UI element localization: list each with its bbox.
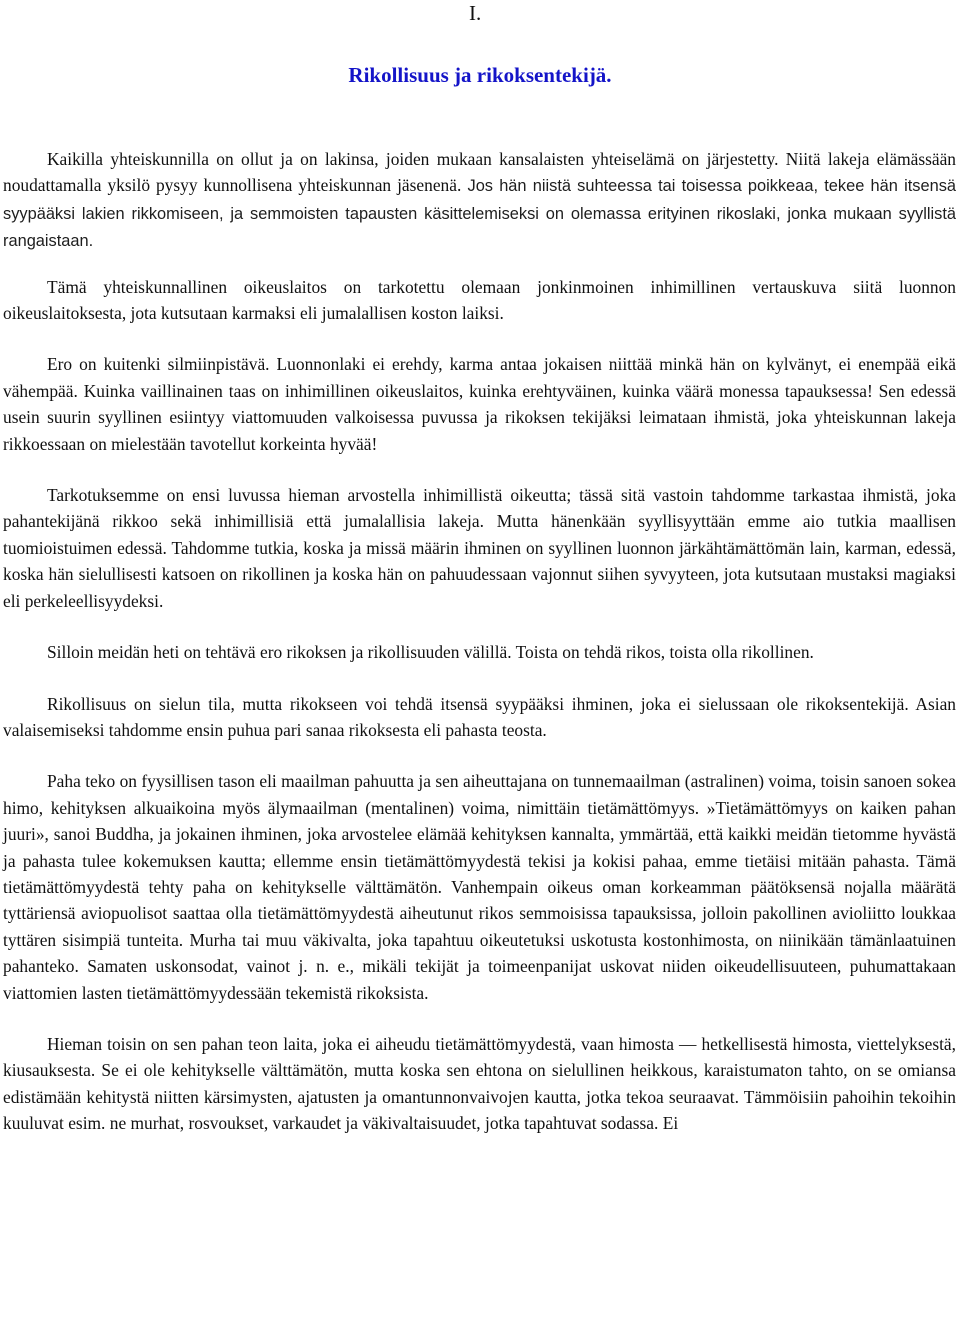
body-text (3, 146, 956, 1137)
paragraph-2: Tämä yhteiskunnallinen oikeuslaitos on tarkotettu olemaan jonkinmoinen inhimillinen vertauskuva siitä luonnon oikeuslaitoksesta, jota kutsutaan karmaksi eli jumalallisen koston laiksi. (3, 276, 956, 324)
paragraph-4: Tarkotuksemme on ensi luvussa hieman arvostella inhimillistä oikeutta; tässä sitä vastoin tahdomme tarkastaa ihmistä, joka pahantekijänä rikkoo sekä inhimillisiä että jumalallisia lakeja. Mutta hänenkään syyllisyyttään emme aio tutkia maallisen tuomioistuimen edessä. Tahdomme tutkia, koska ja missä määrin ihminen on syyllinen luonnon järkähtämättömän lain, karman, edessä, koska hän sielullisesti katsoen on rikollinen ja koska hän on pahuudessaan vajonnut siihen syvyyteen, jota kutsutaan mustaksi magiaksi eli perkeleellisyydeksi. (3, 485, 956, 611)
paragraph-5: Silloin meidän heti on tehtävä ero rikoksen ja rikollisuuden välillä. Toista on tehdä rikos, toista olla rikollinen. (47, 642, 814, 663)
paragraph-3: Ero on kuitenki silmiinpistävä. Luonnonlaki ei erehdy, karma antaa jokaisen niittää minkä hän on kylvänyt, ei enempää eikä vähempää. Kuinka vaillinainen taas on inhimillinen oikeuslaitos, kuinka erehtyväinen, kuinka väärä monessa tapauksessa! Sen edessä usein suurin syyllinen esiintyy viattomuuden valkoisessa puvussa ja rikoksen tekijäksi leimataan ihmistä, joka yhteiskunnan lakeja rikkoessaan on mielestään tavotellut korkeinta hyvää! (3, 354, 956, 454)
chapter-number: I. (469, 1, 482, 25)
paragraph-7: Paha teko on fyysillisen tason eli maailman pahuutta ja sen aiheuttajana on tunnemaailman (astralinen) voima, toisin sanoen sokea himo, kehityksen alkuaikoina myös älymaailman (mentalinen) voima, nimittäin tietämättömyys. »Tietämättömyys on kaiken pahan juuri», sanoi Buddha, ja jokainen ihminen, joka arvostelee elämää kehityksen kannalta, ymmärtää, että kaikki meidän tietomme hyvästä ja pahasta tulee kokemuksen kautta; ellemme ensin tietämättömyydestä tekisi ja kokisi pahaa, emme tietäisi mitään pahasta. Tämä tietämättömyydestä tehty paha on kehitykselle välttämätön. Vanhempain oikeus oman korkeamman päätöksensä nojalla määrätä tyttäriensä aviopuolisot saattaa olla tietämättömyydestä aiheutunut rikos semmoisissa tapauksissa, jolloin pakollinen avioliitto loukkaa tyttären sisimpiä tunteita. Murha tai muu väkivalta, joka tapahtuu oikeutetuksi uskotusta kostonhimosta, on niinikään tämänlaatuinen pahanteko. Samaten uskonsodat, vainot j. n. e., mikäli tekijät ja toimeenpanijat uskovat niiden oikeudellisuuteen, puhumattakaan viattomien lasten tietämättömyydessään tekemistä rikoksista. (3, 771, 956, 1003)
paragraph-1-part-b: Jos hän niistä suhteessa tai toisessa poikkeaa, tekee hän itsensä syypääksi lakien rikkomiseen, ja semmoisten tapausten käsittelemiseksi on olemassa erityinen rikoslaki, jonka mukaan syyllistä rangaistaan. (3, 177, 956, 251)
paragraph-6: Rikollisuus on sielun tila, mutta rikokseen voi tehdä itsensä syypääksi ihminen, joka ei sielussaan ole rikoksentekijä. Asian valaisemiseksi tahdomme ensin puhua pari sanaa rikoksesta eli pahasta teosta. (3, 693, 956, 740)
paragraph-1-part-a: Kaikilla yhteiskunnilla on ollut ja on lakinsa, joiden mukaan kansalaisten yhteiselämä on järjestetty. Niitä lakeja elämässään noudattamalla yksilö pysyy kunnollisena yhteiskunnan jäsenenä. (3, 149, 956, 196)
chapter-title: Rikollisuus ja rikoksentekijä. (348, 63, 612, 87)
paragraph-8: Hieman toisin on sen pahan teon laita, joka ei aiheudu tietämättömyydestä, vaan himosta — hetkellisestä himosta, viettelyksestä, kiusauksesta. Se ei ole kehitykselle välttämätön, mutta koska sen ehtona on sielullinen heikkous, karaistumaton tahto, on se omiansa edistämään kehitystä niitten kärsimysten, ajatusten ja omantunnonvaivojen kautta, jotka tekoa seuraavat. Tämmöisiin pahoihin tekoihin kuuluvat esim. ne murhat, rosvoukset, varkaudet ja väkivaltaisuudet, jotka tapahtuvat sodassa. Ei (3, 1033, 956, 1134)
paragraph-1 (3, 146, 956, 255)
